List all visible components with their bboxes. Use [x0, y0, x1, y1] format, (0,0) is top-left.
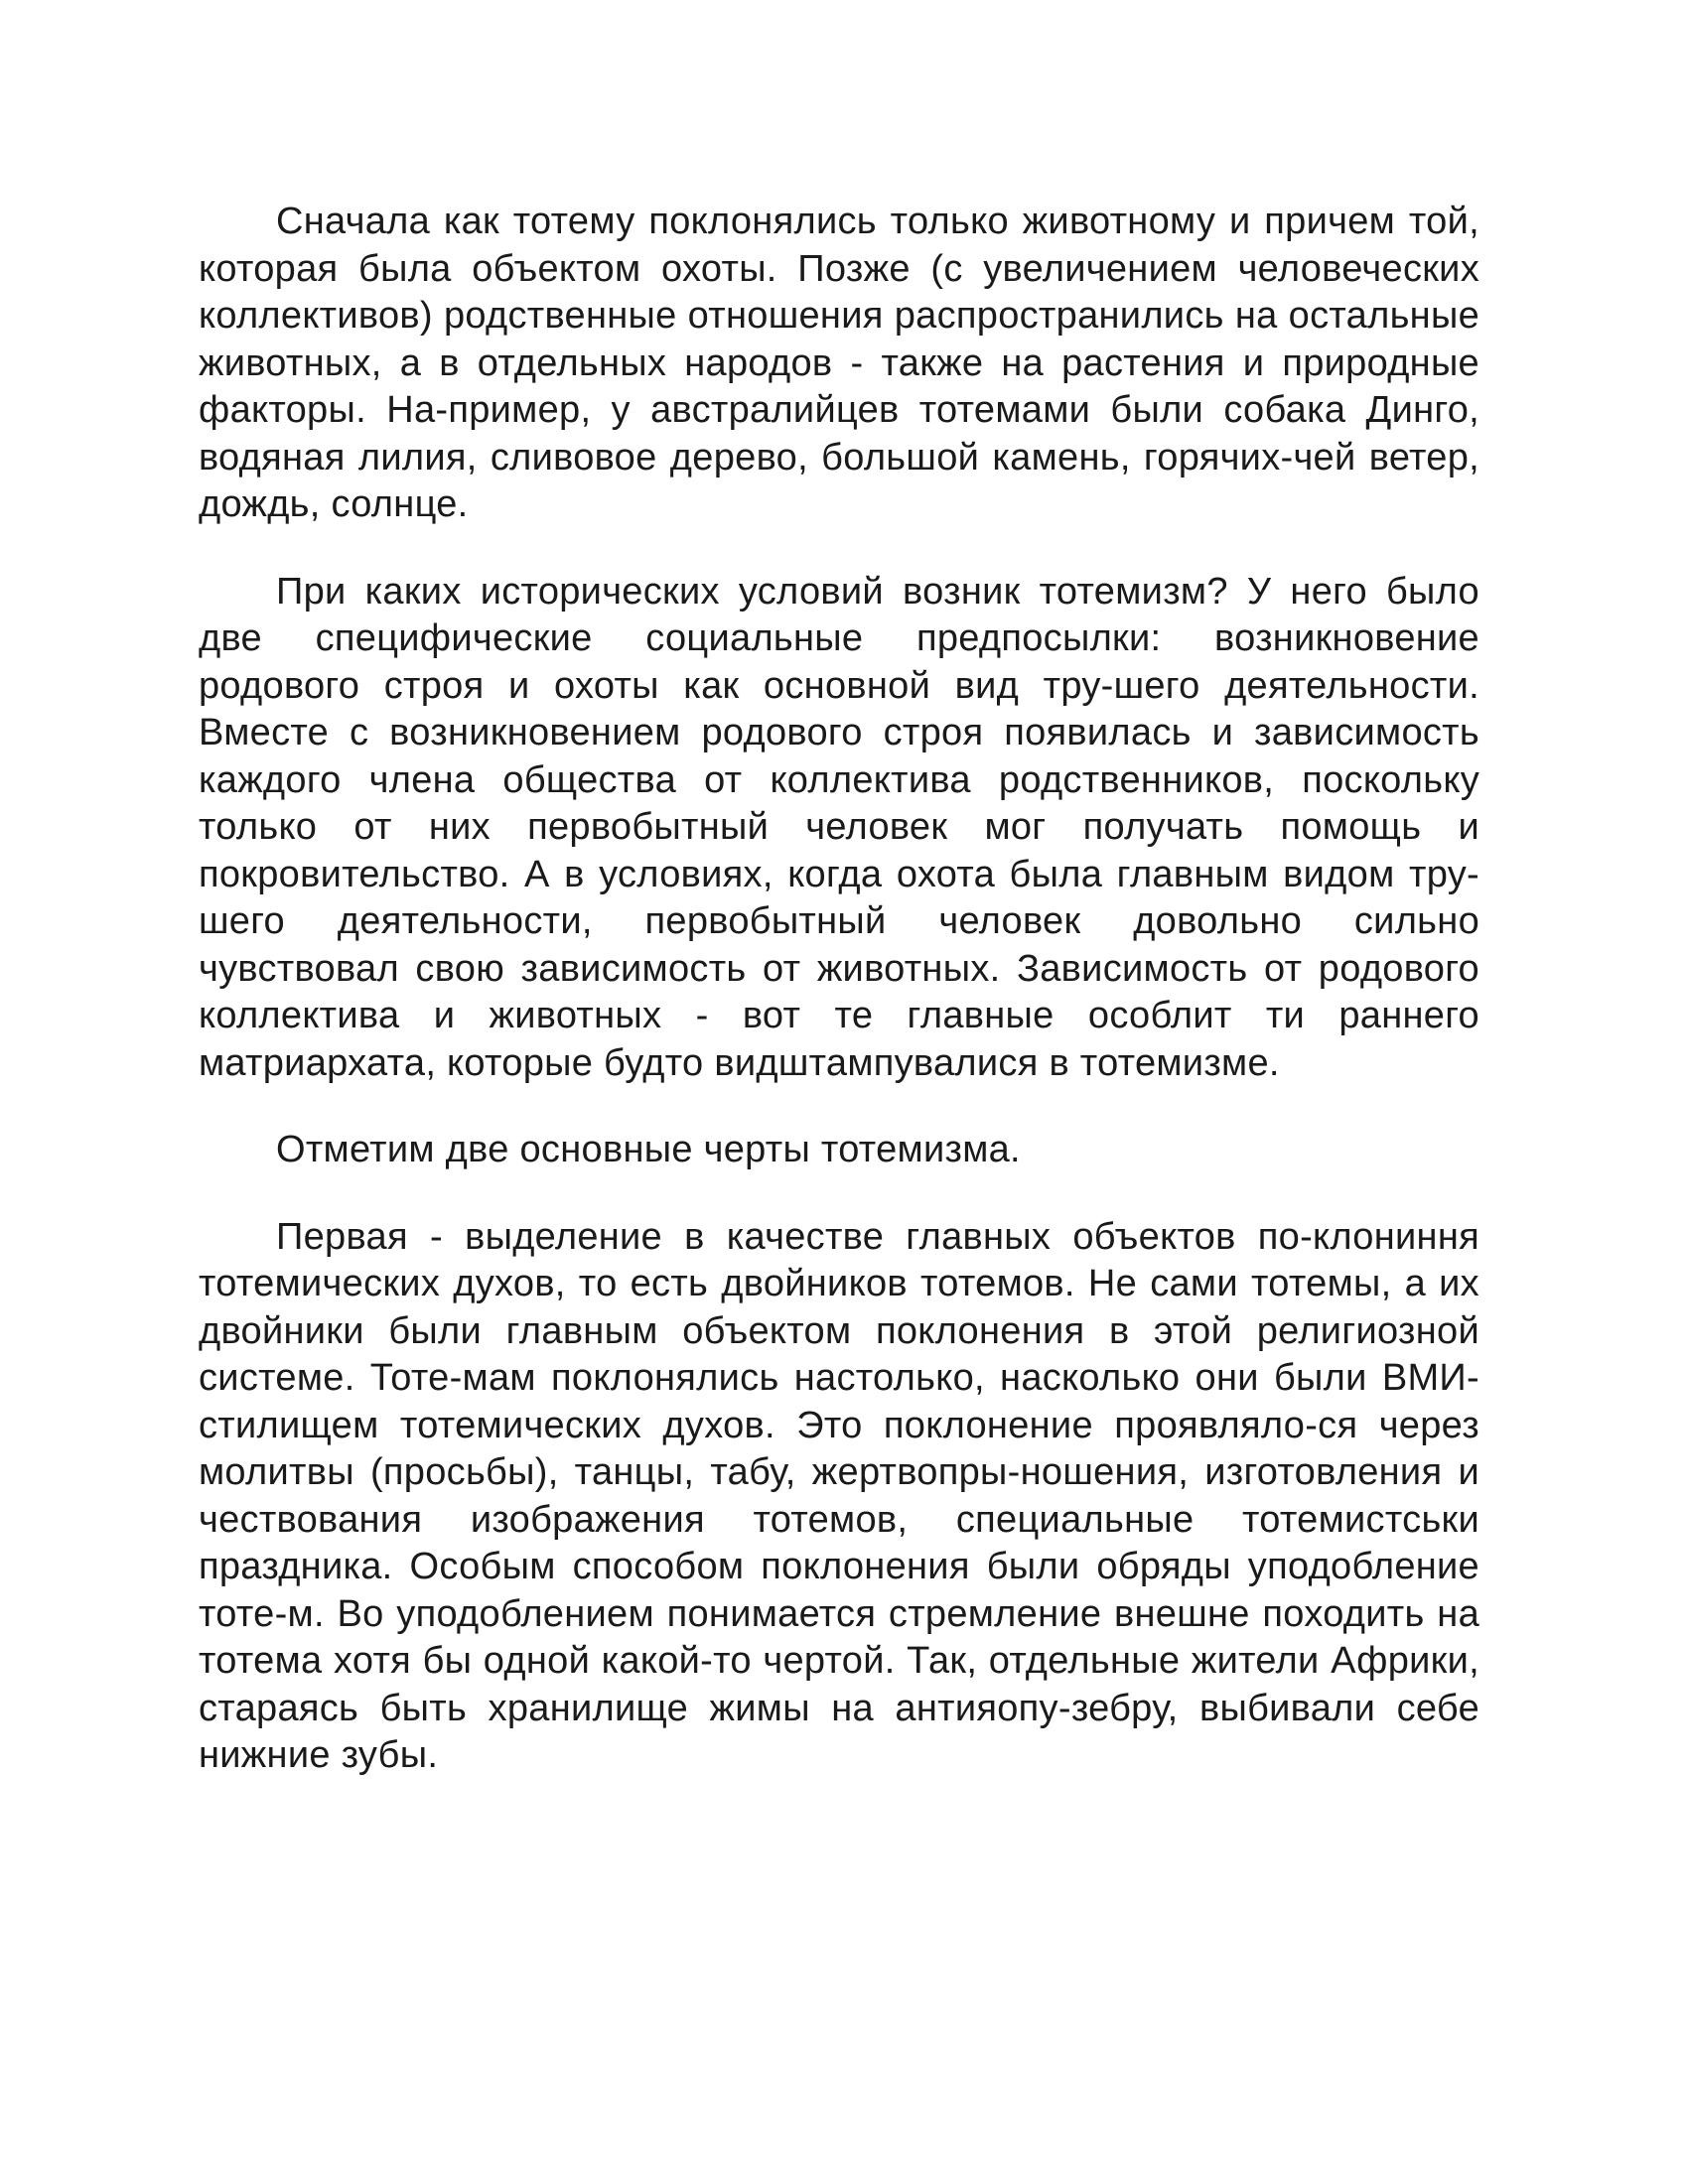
- document-page: [199, 199, 1479, 1820]
- paragraph-two-features-intro: Отметим две основные черты тотемизма.: [276, 1129, 1021, 1170]
- paragraph-totem-origins: Сначала как тотему поклонялись только животному и причем той, которая была объектом охоты. Позже (с увеличением человеческих коллективов) родственные отношения распространились на остальные животных, а в отдельных народов - также на растения и природные факторы. На-пример, у австралийцев тотемами были собака Динго, водяная лилия, сливовое дерево, большой камень, горячих-чей ветер, дождь, солнце.: [199, 201, 1479, 525]
- paragraph-historical-conditions: При каких исторических условий возник тотемизм? У него было две специфические социальные предпосылки: возникновение родового строя и охоты как основной вид тру-шего деятельности. Вместе с возникновением родового строя появилась и зависимость каждого члена общества от коллектива родственников, поскольку только от них первобытный человек мог получать помощь и покровительство. А в условиях, когда охота была главным видом тру-шего деятельности, первобытный человек довольно сильно чувствовал свою зависимость от животных. Зависимость от родового коллектива и животных - вот те главные особлит ти раннего матриархата, которые будто видштампувалися в тотемизме.: [199, 570, 1479, 1084]
- paragraph-first-feature: Первая - выделение в качестве главных объектов по-клониння тотемических духов, то есть двойников тотемов. Не сами тотемы, а их двойники были главным объектом поклонения в этой религиозной системе. Тоте-мам поклонялись настолько, насколько они были ВМИ-стилищем тотемических духов. Это поклонение проявляло-ся через молитвы (просьбы), танцы, табу, жертвопры-ношения, изготовления и чествования изображения тотемов, специальные тотемистськи праздника. Особым способом поклонения были обряды уподобление тоте-м. Во уподоблением понимается стремление внешне походить на тотема хотя бы одной какой-то чертой. Так, отдельные жители Африки, стараясь быть хранилище жимы на антияопу-зебру, выбивали себе нижние зубы.: [199, 1215, 1479, 1776]
